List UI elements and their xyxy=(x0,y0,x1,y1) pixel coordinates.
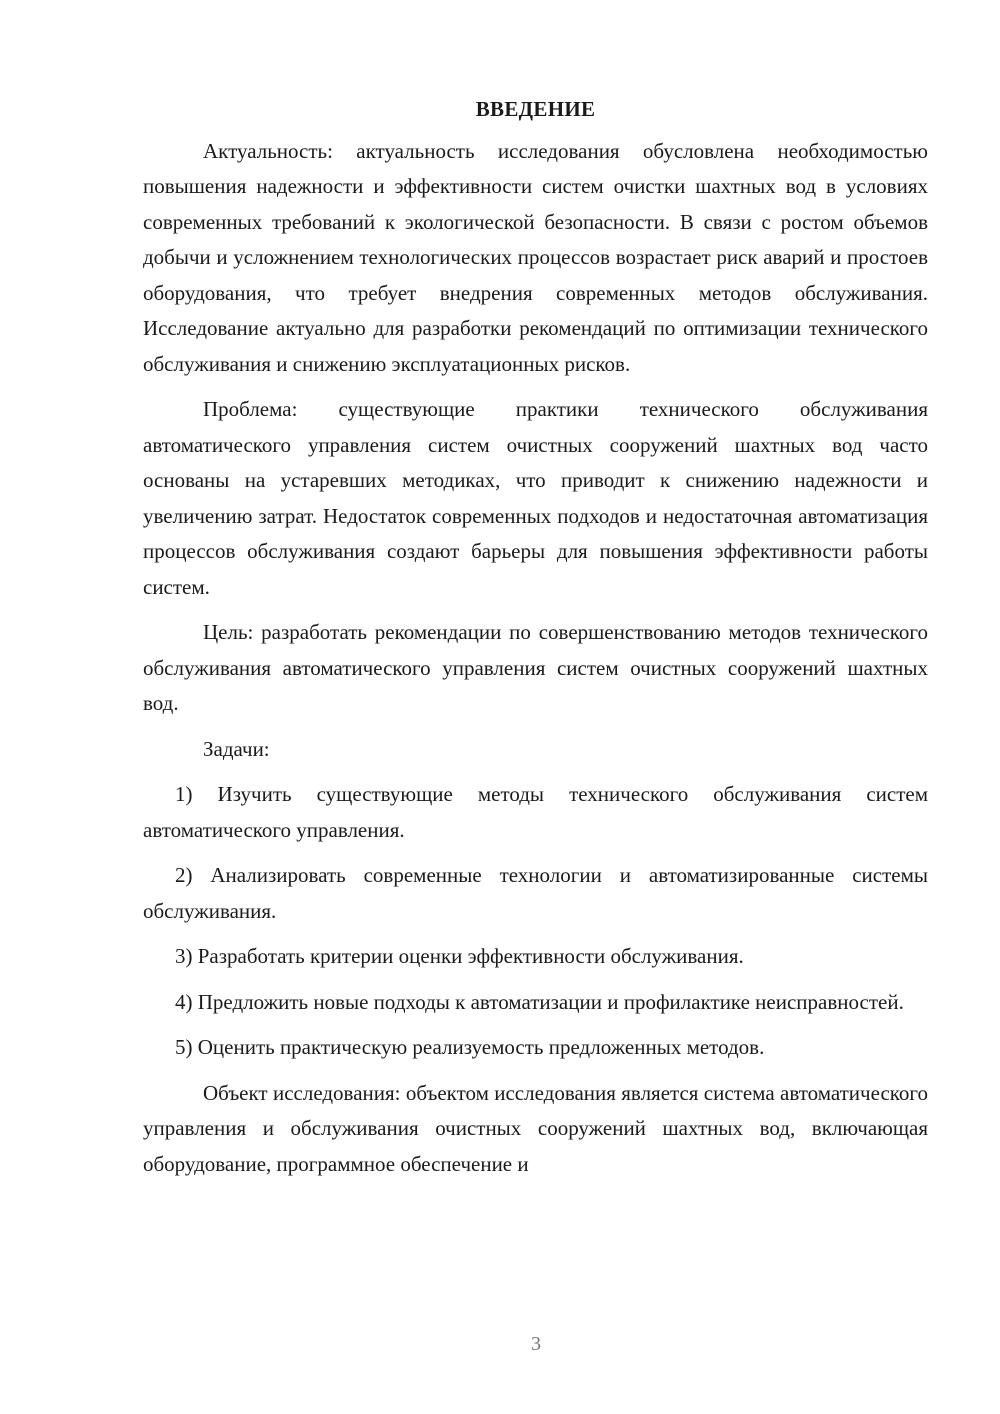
task-item-2: 2) Анализировать современные технологии и автоматизированные системы обслуживания. xyxy=(143,863,928,923)
paragraph-relevance: Актуальность: актуальность исследования обусловлена необходимостью повышения надежности и эффективности систем очистки шахтных вод в условиях современных требований к экологической безопасности. В связи с ростом объемов добычи и усложнением технологических процессов возрастает риск аварий и простоев оборудования, что требует внедрения современных методов обслуживания. Исследование актуально для разработки рекомендаций по оптимизации технического обслуживания и снижению эксплуатационных рисков. xyxy=(143,138,928,376)
tasks-heading: Задачи: xyxy=(203,736,270,761)
task-item-5: 5) Оценить практическую реализуемость предложенных методов. xyxy=(175,1035,765,1059)
section-title: ВВЕДЕНИЕ xyxy=(475,97,596,121)
paragraph-object: Объект исследования: объектом исследования является система автоматического управления и обслуживания очистных сооружений шахтных вод, включающая оборудование, программное обеспечение и xyxy=(143,1080,928,1176)
document-page xyxy=(143,88,928,1182)
page-number: 3 xyxy=(531,1333,541,1355)
task-item-4: 4) Предложить новые подходы к автоматизации и профилактике неисправностей. xyxy=(175,989,904,1014)
paragraph-goal: Цель: разработать рекомендации по совершенствованию методов технического обслуживания автоматического управления систем очистных сооружений шахтных вод. xyxy=(143,620,928,715)
paragraph-problem: Проблема: существующие практики технического обслуживания автоматического управления систем очистных сооружений шахтных вод часто основаны на устаревших методиках, что приводит к снижению надежности и увеличению затрат. Недостаток современных подходов и недостаточная автоматизация процессов обслуживания создают барьеры для повышения эффективности работы систем. xyxy=(143,397,928,599)
task-item-3: 3) Разработать критерии оценки эффективности обслуживания. xyxy=(175,944,744,968)
task-item-1: 1) Изучить существующие методы технического обслуживания систем автоматического управления. xyxy=(143,782,928,842)
